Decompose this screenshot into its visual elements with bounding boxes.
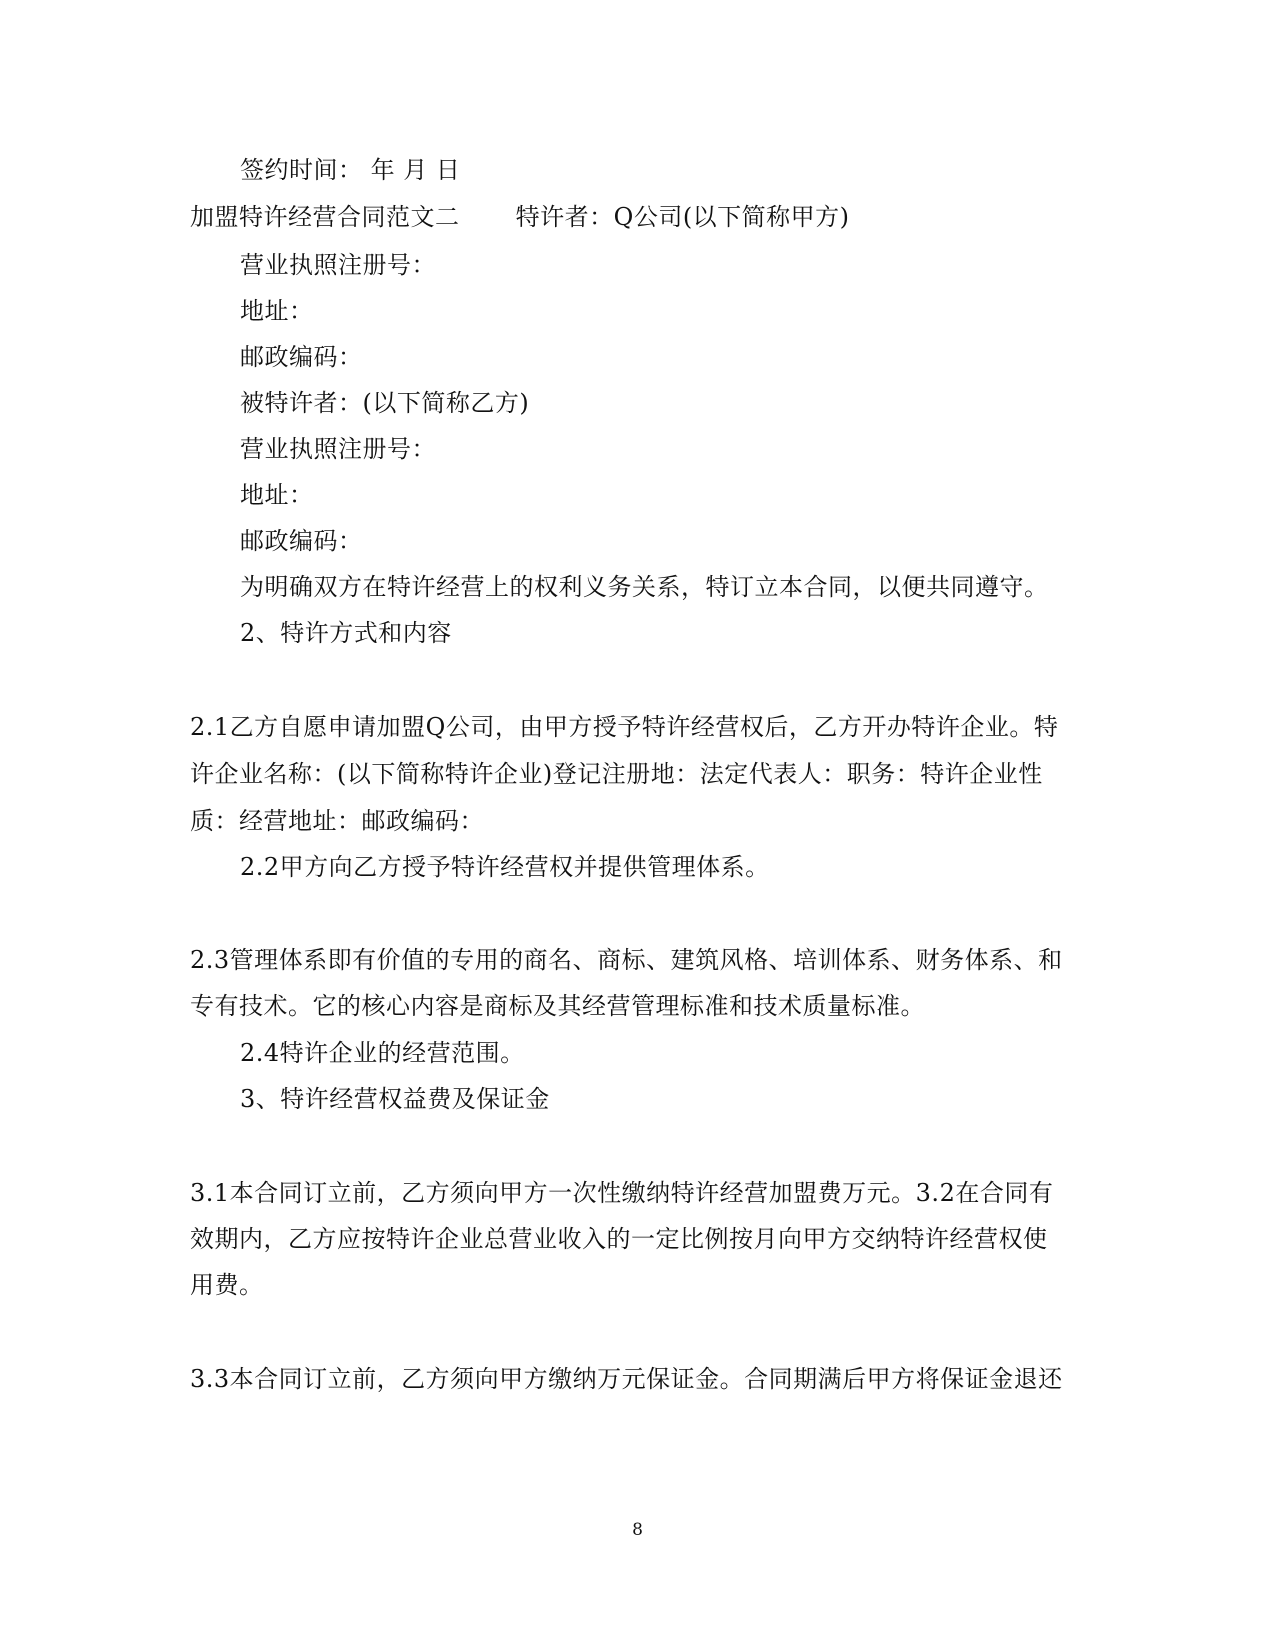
- franchisee-address-line: 地址：: [240, 481, 314, 509]
- franchisee-line: 被特许者：(以下简称乙方): [240, 389, 530, 417]
- purpose-paragraph: 为明确双方在特许经营上的权利义务关系，特订立本合同，以便共同遵守。: [240, 573, 1049, 601]
- franchisee-license-line: 营业执照注册号：: [240, 435, 436, 463]
- clause-2-2: 2.2甲方向乙方授予特许经营权并提供管理体系。: [240, 853, 770, 881]
- clause-2-3-line-2: 专有技术。它的核心内容是商标及其经营管理标准和技术质量标准。: [190, 992, 925, 1020]
- franchisor-postcode-line: 邮政编码：: [240, 343, 363, 371]
- clause-3-1-line-1: 3.1本合同订立前，乙方须向甲方一次性缴纳特许经营加盟费万元。3.2在合同有: [190, 1179, 1054, 1207]
- section-3-heading: 3、特许经营权益费及保证金: [240, 1085, 550, 1113]
- clause-3-3-line-1: 3.3本合同订立前，乙方须向甲方缴纳万元保证金。合同期满后甲方将保证金退还: [190, 1365, 1063, 1393]
- clause-3-1-line-2: 效期内，乙方应按特许企业总营业收入的一定比例按月向甲方交纳特许经营权使: [190, 1225, 1048, 1253]
- clause-2-4: 2.4特许企业的经营范围。: [240, 1039, 525, 1067]
- page-number: 8: [632, 1520, 643, 1540]
- contract-title: 加盟特许经营合同范文二: [190, 203, 460, 231]
- franchisor-license-line: 营业执照注册号：: [240, 251, 436, 279]
- signing-date-line: 签约时间： 年 月 日: [240, 156, 461, 184]
- clause-2-1-line-2: 许企业名称：(以下简称特许企业)登记注册地：法定代表人：职务：特许企业性: [190, 760, 1043, 788]
- clause-2-3-line-1: 2.3管理体系即有价值的专用的商名、商标、建筑风格、培训体系、财务体系、和: [190, 946, 1063, 974]
- franchisor-address-line: 地址：: [240, 297, 314, 325]
- contract-title-line: [190, 202, 850, 232]
- franchisee-postcode-line: 邮政编码：: [240, 527, 363, 555]
- clause-2-1-line-3: 质：经营地址：邮政编码：: [190, 807, 484, 835]
- section-2-heading: 2、特许方式和内容: [240, 619, 452, 647]
- clause-2-1-line-1: 2.1乙方自愿申请加盟Q公司，由甲方授予特许经营权后，乙方开办特许企业。特: [190, 713, 1059, 741]
- franchisor-label: 特许者：Q公司(以下简称甲方): [515, 203, 850, 231]
- clause-3-1-line-3: 用费。: [190, 1271, 264, 1299]
